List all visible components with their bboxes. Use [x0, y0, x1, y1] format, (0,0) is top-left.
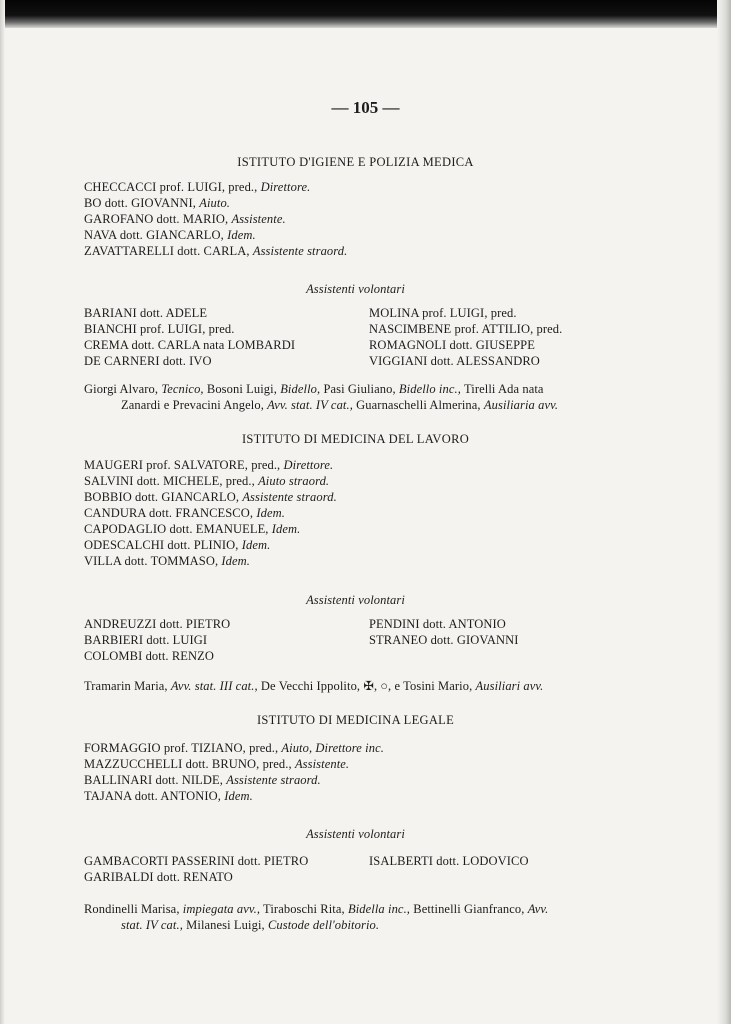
staff-line: MAZZUCCHELLI dott. BRUNO, pred., Assistente. [84, 757, 350, 771]
volunteer-name: ISALBERTI dott. LODOVICO [369, 854, 529, 868]
volunteer-name: ROMAGNOLI dott. GIUSEPPE [369, 338, 535, 352]
volunteer-name: COLOMBI dott. RENZO [84, 649, 215, 663]
volunteer-name: BARBIERI dott. LUIGI [84, 633, 208, 647]
volunteer-name: BARIANI dott. ADELE [84, 306, 208, 320]
volunteer-name: MOLINA prof. LUIGI, pred. [369, 306, 517, 320]
volunteer-name: NASCIMBENE prof. ATTILIO, pred. [369, 322, 563, 336]
staff-line: BO dott. GIOVANNI, Aiuto. [84, 196, 231, 210]
volunteer-name: ANDREUZZI dott. PIETRO [84, 617, 231, 631]
subsection-title-volontari: Assistenti volontari [306, 827, 405, 841]
staff-line: VILLA dott. TOMMASO, Idem. [84, 554, 251, 568]
scan-border-top [0, 0, 731, 28]
auxiliary-staff-line: Zanardi e Prevacini Angelo, Avv. stat. IV cat., Guarnaschelli Almerina, Ausiliaria avv. [121, 398, 559, 412]
subsection-title-volontari: Assistenti volontari [306, 593, 405, 607]
staff-line: TAJANA dott. ANTONIO, Idem. [84, 789, 253, 803]
scan-border-right [717, 0, 731, 1024]
staff-line: BOBBIO dott. GIANCARLO, Assistente straord. [84, 490, 337, 504]
scan-border-left [0, 0, 5, 1024]
section-title-medicina-lavoro: ISTITUTO DI MEDICINA DEL LAVORO [241, 432, 470, 446]
page-number: — 105 — [331, 98, 400, 117]
staff-line: CANDURA dott. FRANCESCO, Idem. [84, 506, 285, 520]
auxiliary-staff-line: Tramarin Maria, Avv. stat. III cat., De Vecchi Ippolito, ✠, ○, e Tosini Mario, Ausiliari avv. [84, 679, 544, 693]
auxiliary-staff-line: Rondinelli Marisa, impiegata avv., Tiraboschi Rita, Bidella inc., Bettinelli Gianfranco, Avv. [84, 902, 549, 916]
staff-line: GAROFANO dott. MARIO, Assistente. [84, 212, 286, 226]
volunteer-name: PENDINI dott. ANTONIO [369, 617, 506, 631]
staff-line: BALLINARI dott. NILDE, Assistente straord. [84, 773, 321, 787]
section-title-igiene: ISTITUTO D'IGIENE E POLIZIA MEDICA [237, 155, 474, 169]
auxiliary-staff-line: Giorgi Alvaro, Tecnico, Bosoni Luigi, Bidello, Pasi Giuliano, Bidello inc., Tirelli Ada nata [84, 382, 544, 396]
auxiliary-staff-line: stat. IV cat., Milanesi Luigi, Custode dell'obitorio. [121, 918, 380, 932]
volunteer-name: CREMA dott. CARLA nata LOMBARDI [84, 338, 296, 352]
volunteer-name: STRANEO dott. GIOVANNI [369, 633, 519, 647]
staff-line: MAUGERI prof. SALVATORE, pred., Direttore. [84, 458, 334, 472]
subsection-title-volontari: Assistenti volontari [306, 282, 405, 296]
volunteer-name: BIANCHI prof. LUIGI, pred. [84, 322, 235, 336]
volunteer-name: GAMBACORTI PASSERINI dott. PIETRO [84, 854, 309, 868]
volunteer-name: VIGGIANI dott. ALESSANDRO [369, 354, 540, 368]
staff-line: ZAVATTARELLI dott. CARLA, Assistente straord. [84, 244, 348, 258]
staff-line: CAPODAGLIO dott. EMANUELE, Idem. [84, 522, 301, 536]
staff-line: ODESCALCHI dott. PLINIO, Idem. [84, 538, 271, 552]
staff-line: NAVA dott. GIANCARLO, Idem. [84, 228, 256, 242]
volunteer-name: GARIBALDI dott. RENATO [84, 870, 233, 884]
volunteer-name: DE CARNERI dott. IVO [84, 354, 212, 368]
staff-line: CHECCACCI prof. LUIGI, pred., Direttore. [84, 180, 311, 194]
staff-line: FORMAGGIO prof. TIZIANO, pred., Aiuto, Direttore inc. [84, 741, 384, 755]
staff-line: SALVINI dott. MICHELE, pred., Aiuto straord. [84, 474, 330, 488]
section-title-medicina-legale: ISTITUTO DI MEDICINA LEGALE [256, 713, 455, 727]
